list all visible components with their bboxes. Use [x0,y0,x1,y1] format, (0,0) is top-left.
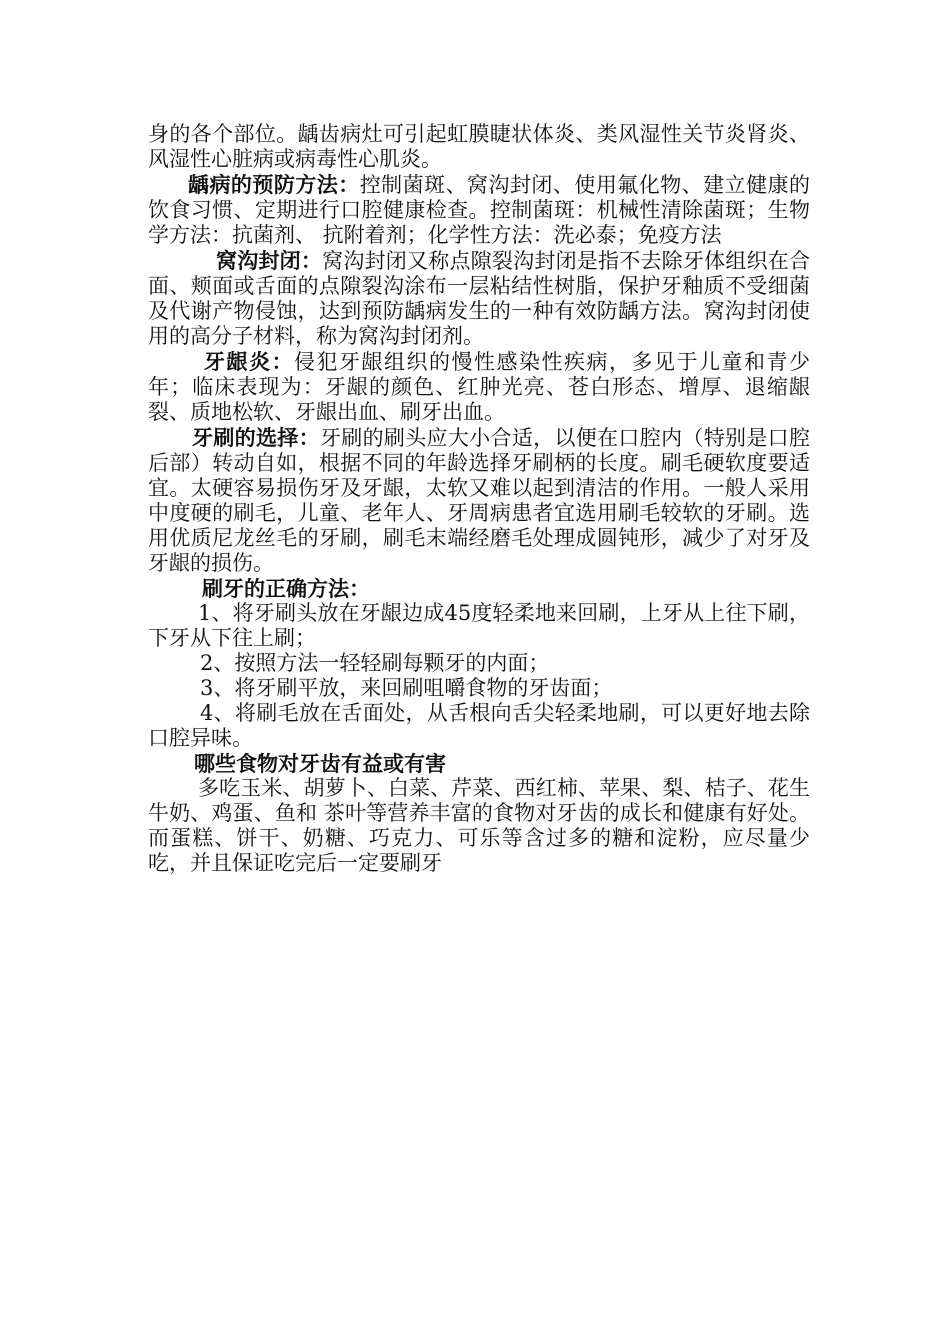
paragraph-pit-fissure-sealing [148,248,810,349]
paragraph-toothbrush-choice [148,425,810,576]
paragraph-text: 控制菌斑、窝沟封闭、使用氟化物、建立健康的饮食习惯、定期进行口腔健康检查。控制菌斑：机械性清除菌斑；生物学方法：抗菌剂、 抗附着剂；化学性方法：洗必泰；免疫方法 [148,173,811,247]
paragraph-text: 窝沟封闭又称点隙裂沟封闭是指不去除牙体组织在合面、颊面或舌面的点隙裂沟涂布一层粘结性树脂，保护牙釉质不受细菌及代谢产物侵蚀，达到预防龋病发生的一种有效防龋方法。窝沟封闭使用的高分子材料，称为窝沟封闭剂。 [148,249,811,348]
paragraph-foods: 多吃玉米、胡萝卜、白菜、芹菜、西红柿、苹果、梨、桔子、花生牛奶、鸡蛋、鱼和 茶叶等营养丰富的食物对牙齿的成长和健康有好处。而蛋糕、饼干、奶糖、巧克力、可乐等含过多的糖和淀粉，应尽量少吃，并且保证吃完后一定要刷牙 [148,776,810,875]
section-title-gingivitis: 牙龈炎： [204,349,294,374]
paragraph-complications [148,122,810,172]
section-title-caries-prevention: 龋病的预防方法： [188,172,360,197]
brushing-step-3: 3、将牙刷平放，来回刷咀嚼食物的牙齿面； [200,676,613,700]
paragraph-text: 侵犯牙龈组织的慢性感染性疾病，多见于儿童和青少年；临床表现为：牙龈的颜色、红肿光亮、苍白形态、增厚、退缩龈裂、质地松软、牙龈出血、刷牙出血。 [148,350,810,424]
paragraph-gingivitis [148,349,810,425]
brushing-step-1: 1、将牙刷头放在牙龈边成45度轻柔地来回刷，上牙从上往下刷， 下牙从下往上刷； [148,601,810,650]
brushing-step-4: 4、将刷毛放在舌面处，从舌根向舌尖轻柔地刷，可以更好地去除口腔异味。 [148,701,810,750]
paragraph-caries-prevention [148,172,810,248]
paragraph-text: 身的各个部位。龋齿病灶可引起虹膜睫状体炎、类风湿性关节炎肾炎、风湿性心脏病或病毒性心肌炎。 [148,122,810,171]
document-page [148,122,810,876]
section-title-foods: 哪些食物对牙齿有益或有害 [194,751,446,776]
paragraph-text: 牙刷的刷头应大小合适，以便在口腔内（特别是口腔后部）转动自如，根据不同的年龄选择牙刷柄的长度。刷毛硬软度要适宜。太硬容易损伤牙及牙龈，太软又难以起到清洁的作用。一般人采用中度硬的刷毛，儿童、老年人、牙周病患者宜选用刷毛较软的牙刷。选用优质尼龙丝毛的牙刷，刷毛末端经磨毛处理成圆钝形，减少了对牙及牙龈的损伤。 [148,426,811,575]
section-title-toothbrush-choice: 牙刷的选择： [192,425,320,450]
section-title-pit-fissure-sealing: 窝沟封闭： [216,248,323,273]
section-title-brushing-method: 刷牙的正确方法： [202,576,370,601]
brushing-step-2: 2、按照方法一轻轻刷每颗牙的内面； [200,651,550,675]
